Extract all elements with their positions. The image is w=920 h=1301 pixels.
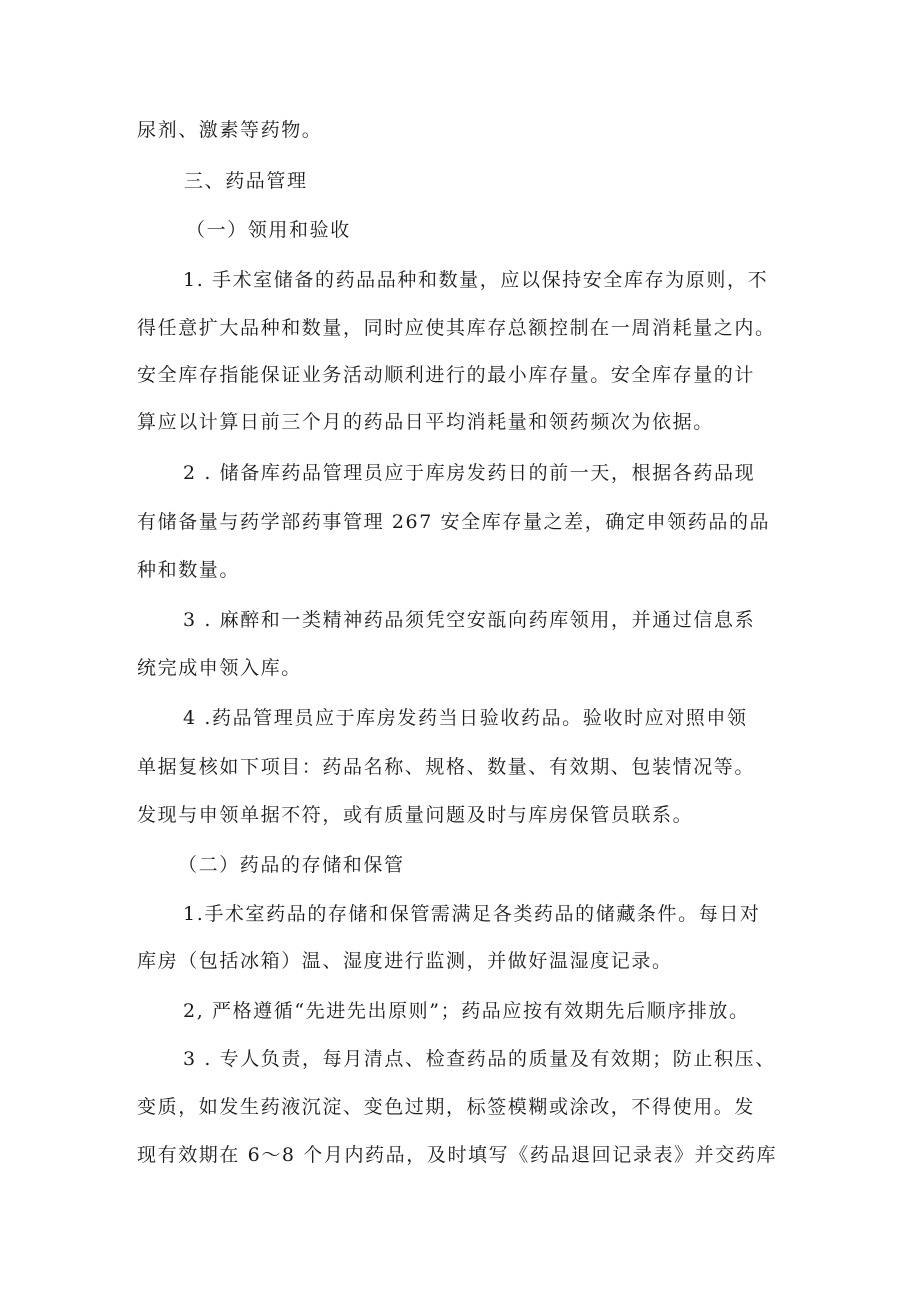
text-line: 种和数量。 [137, 559, 241, 581]
text-line: 安全库存指能保证业务活动顺利进行的最小库存量。安全库存量的计 [137, 364, 756, 386]
text-line: 2, 严格遵循“先进先出原则”；药品应按有效期先后顺序排放。 [183, 1000, 750, 1022]
text-line: 算应以计算日前三个月的药品日平均消耗量和领药频次为依据。 [137, 411, 714, 433]
text-line: 1. 手术室储备的药品品种和数量，应以保持安全库存为原则，不 [183, 269, 769, 291]
text-line: 1.手术室药品的存储和保管需满足各类药品的储藏条件。每日对 [183, 903, 761, 925]
text-line: 有储备量与药学部药事管理 267 安全库存量之差，确定申领药品的品 [137, 511, 771, 533]
text-line: 4 .药品管理员应于库房发药当日验收药品。验收时应对照申领 [183, 707, 748, 729]
section-heading: 三、药品管理 [184, 170, 308, 192]
text-line: 单据复核如下项目：药品名称、规格、数量、有效期、包装情况等。 [137, 756, 756, 778]
text-line: 发现与申领单据不符，或有质量问题及时与库房保管员联系。 [137, 804, 694, 826]
text-line: 库房（包括冰箱）温、湿度进行监测，并做好温湿度记录。 [137, 950, 673, 972]
text-line: 2 . 储备库药品管理员应于库房发药日的前一天，根据各药品现 [183, 462, 756, 484]
text-line: 3 . 麻醉和一类精神药品须凭空安瓿向药库领用，并通过信息系 [183, 609, 756, 631]
subsection-heading: （一）领用和验收 [186, 219, 351, 241]
text-line: 变质，如发生药液沉淀、变色过期，标签模糊或涂改，不得使用。发 [137, 1096, 756, 1118]
text-line: 尿剂、激素等药物。 [137, 119, 323, 141]
subsection-heading: （二）药品的存储和保管 [178, 854, 405, 876]
text-line: 3 . 专人负责，每月清点、检查药品的质量及有效期；防止积压、 [183, 1048, 776, 1070]
text-line: 得任意扩大品种和数量，同时应使其库存总额控制在一周消耗量之内。 [137, 317, 776, 339]
text-line: 统完成申领入库。 [137, 657, 302, 679]
text-line: 现有效期在 6～8 个月内药品，及时填写《药品退回记录表》并交药库 [137, 1144, 778, 1166]
